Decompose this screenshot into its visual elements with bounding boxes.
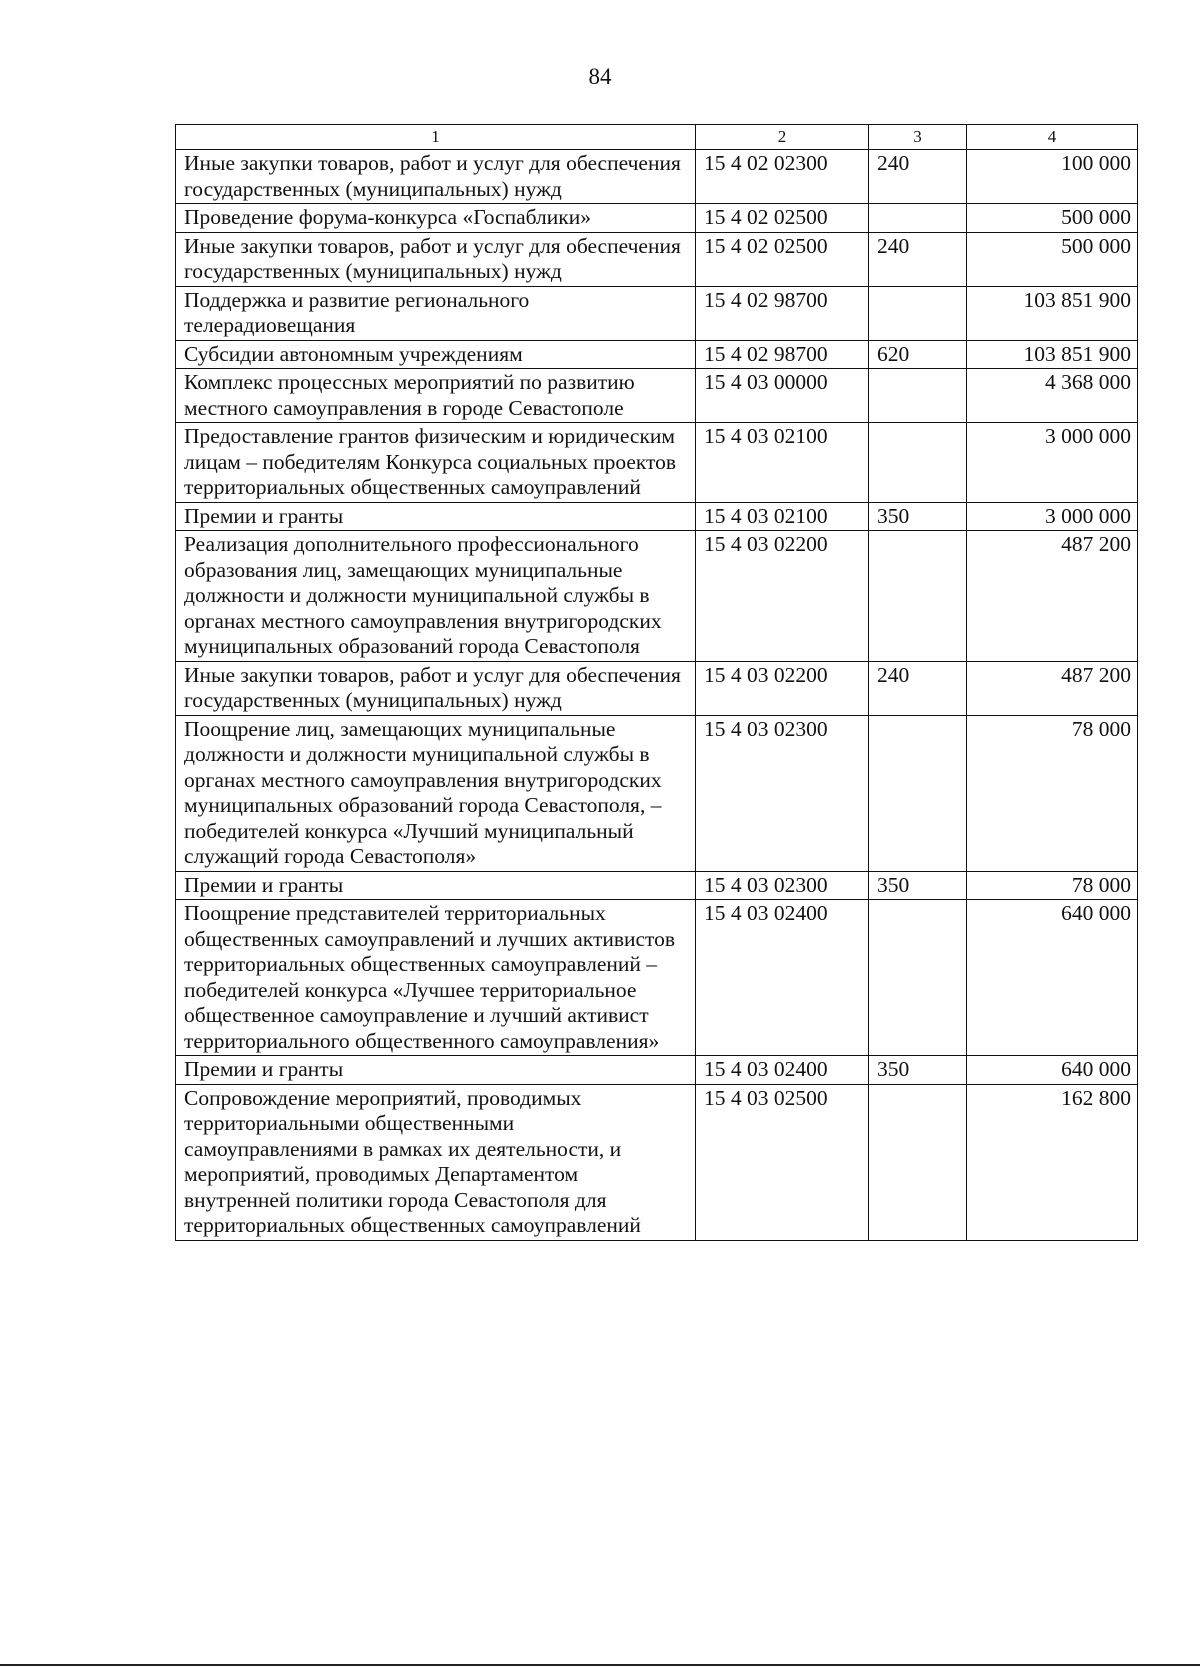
cell-code: 15 4 03 02200 [696,661,869,715]
table-row [176,715,1138,871]
table-row [176,502,1138,531]
cell-code: 15 4 03 02100 [696,502,869,531]
cell-name: Сопровождение мероприятий, проводимых территориальными общественными самоуправлениями в рамках их деятельности, и мероприятий, проводимых Департаментом внутренней политики города Севастополя для территориальных общественных самоуправлений [176,1084,696,1240]
cell-vr [869,204,967,233]
cell-code: 15 4 02 98700 [696,286,869,340]
cell-amount: 640 000 [967,900,1138,1056]
page-number: 84 [588,64,612,89]
cell-code: 15 4 03 02100 [696,423,869,503]
cell-code: 15 4 02 98700 [696,340,869,369]
cell-vr [869,715,967,871]
table-row [176,369,1138,423]
cell-name: Иные закупки товаров, работ и услуг для обеспечения государственных (муниципальных) нужд [176,150,696,204]
cell-code: 15 4 02 02500 [696,204,869,233]
cell-amount: 162 800 [967,1084,1138,1240]
cell-amount: 103 851 900 [967,340,1138,369]
cell-vr [869,369,967,423]
cell-amount: 100 000 [967,150,1138,204]
table-row [176,423,1138,503]
table-body [176,150,1138,1241]
cell-name: Субсидии автономным учреждениям [176,340,696,369]
cell-name: Комплекс процессных мероприятий по развитию местного самоуправления в городе Севастополе [176,369,696,423]
cell-vr [869,286,967,340]
cell-name: Иные закупки товаров, работ и услуг для обеспечения государственных (муниципальных) нужд [176,232,696,286]
cell-code: 15 4 03 02300 [696,871,869,900]
cell-amount: 500 000 [967,232,1138,286]
cell-code: 15 4 03 02400 [696,1056,869,1085]
cell-name: Иные закупки товаров, работ и услуг для обеспечения государственных (муниципальных) нужд [176,661,696,715]
cell-vr [869,1084,967,1240]
cell-name: Премии и гранты [176,871,696,900]
table-row [176,900,1138,1056]
cell-vr [869,423,967,503]
table-row [176,232,1138,286]
cell-code: 15 4 02 02300 [696,150,869,204]
table-row [176,661,1138,715]
cell-vr: 350 [869,502,967,531]
cell-vr [869,900,967,1056]
cell-name: Премии и гранты [176,502,696,531]
cell-amount: 487 200 [967,661,1138,715]
table-row [176,1084,1138,1240]
cell-vr: 350 [869,871,967,900]
cell-amount: 103 851 900 [967,286,1138,340]
bottom-rule [0,1664,1200,1666]
table-row [176,340,1138,369]
table-row [176,871,1138,900]
cell-name: Поощрение лиц, замещающих муниципальные должности и должности муниципальной службы в органах местного самоуправления внутригородских муниципальных образований города Севастополя, – победителей конкурса «Лучший муниципальный служащий города Севастополя» [176,715,696,871]
column-header-4: 4 [967,125,1138,150]
cell-vr: 350 [869,1056,967,1085]
cell-name: Поощрение представителей территориальных общественных самоуправлений и лучших активистов территориальных общественных самоуправлений – победителей конкурса «Лучшее территориальное общественное самоуправление и лучший активист территориального общественного самоуправления» [176,900,696,1056]
table-row [176,1056,1138,1085]
cell-name: Поддержка и развитие регионального телерадиовещания [176,286,696,340]
cell-amount: 500 000 [967,204,1138,233]
column-header-3: 3 [869,125,967,150]
cell-amount: 3 000 000 [967,502,1138,531]
cell-vr: 620 [869,340,967,369]
cell-vr: 240 [869,232,967,286]
cell-code: 15 4 03 00000 [696,369,869,423]
cell-amount: 487 200 [967,531,1138,662]
cell-vr [869,531,967,662]
column-header-2: 2 [696,125,869,150]
cell-name: Проведение форума-конкурса «Госпаблики» [176,204,696,233]
cell-vr: 240 [869,150,967,204]
table-row [176,150,1138,204]
cell-vr: 240 [869,661,967,715]
cell-name: Реализация дополнительного профессионального образования лиц, замещающих муниципальные должности и должности муниципальной службы в органах местного самоуправления внутригородских муниципальных образований города Севастополя [176,531,696,662]
cell-amount: 640 000 [967,1056,1138,1085]
column-header-1: 1 [176,125,696,150]
table-row [176,204,1138,233]
cell-name: Предоставление грантов физическим и юридическим лицам – победителям Конкурса социальных проектов территориальных общественных самоуправлений [176,423,696,503]
table-row [176,286,1138,340]
cell-amount: 3 000 000 [967,423,1138,503]
cell-code: 15 4 03 02500 [696,1084,869,1240]
cell-code: 15 4 02 02500 [696,232,869,286]
table-row [176,531,1138,662]
cell-amount: 4 368 000 [967,369,1138,423]
cell-code: 15 4 03 02200 [696,531,869,662]
cell-amount: 78 000 [967,715,1138,871]
cell-code: 15 4 03 02400 [696,900,869,1056]
cell-code: 15 4 03 02300 [696,715,869,871]
cell-name: Премии и гранты [176,1056,696,1085]
budget-table [175,124,1138,1241]
table-header-row [176,125,1138,150]
cell-amount: 78 000 [967,871,1138,900]
